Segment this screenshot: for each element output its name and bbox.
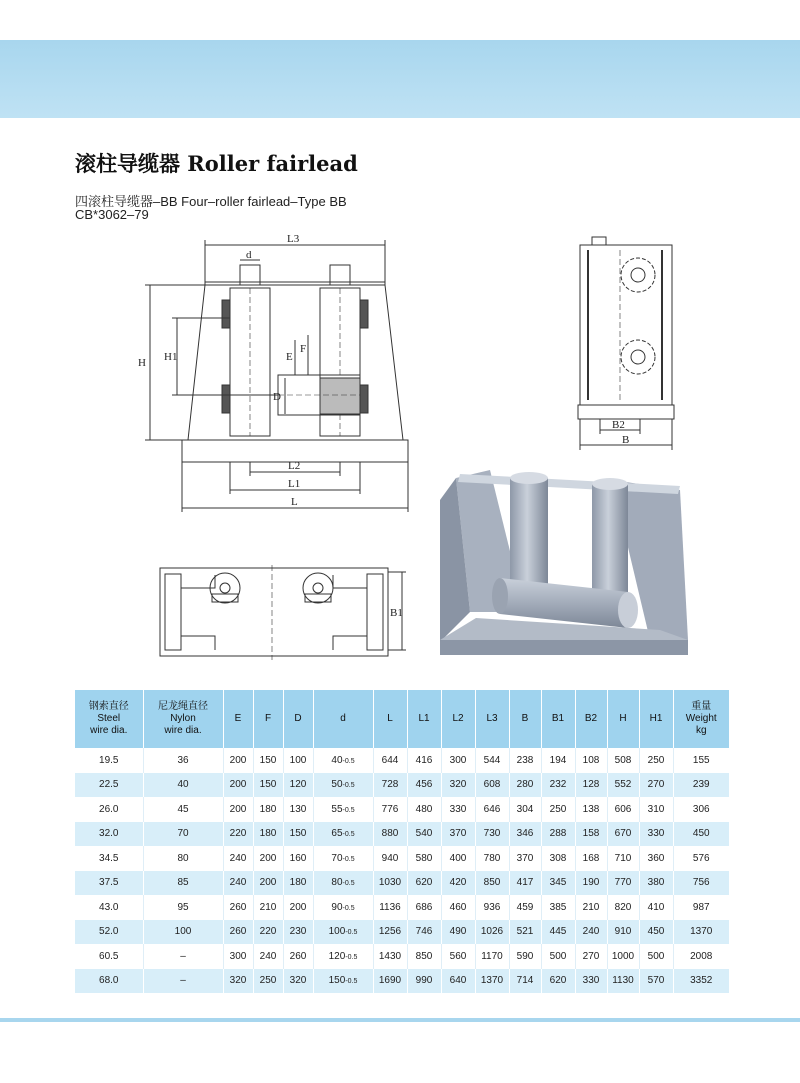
table-header-cell: L2 (441, 690, 475, 748)
table-header-cell: B1 (541, 690, 575, 748)
table-cell: 80 (143, 846, 223, 871)
table-cell: 480 (407, 797, 441, 822)
table-cell: 776 (373, 797, 407, 822)
table-cell: 200 (253, 846, 283, 871)
table-cell: 590 (509, 944, 541, 969)
table-header-cell: 重量 Weight kg (673, 690, 729, 748)
table-cell: 85 (143, 871, 223, 896)
table-cell: 580 (407, 846, 441, 871)
table-cell: 521 (509, 920, 541, 945)
top-outline (160, 568, 388, 656)
table-cell: 1026 (475, 920, 509, 945)
table-cell: 728 (373, 773, 407, 798)
side-view-labels (612, 419, 629, 446)
table-cell: 180 (253, 822, 283, 847)
table-cell: 552 (607, 773, 639, 798)
table-cell: 620 (407, 871, 441, 896)
table-cell: 138 (575, 797, 607, 822)
table-row (75, 895, 729, 920)
tolerance-suffix: -0.5 (342, 831, 355, 839)
label-D: D (273, 391, 281, 403)
table-cell: 417 (509, 871, 541, 896)
table-cell: 150 (253, 773, 283, 798)
table-cell: 670 (607, 822, 639, 847)
table-cell: 1130 (607, 969, 639, 994)
table-cell: 936 (475, 895, 509, 920)
table-cell: 52.0 (75, 920, 143, 945)
table-cell: 239 (673, 773, 729, 798)
table-row (75, 969, 729, 994)
table-cell: 240 (223, 846, 253, 871)
table-cell: 36 (143, 748, 223, 773)
table-cell: 450 (673, 822, 729, 847)
table-header-cell: 尼龙绳直径 Nylon wire dia. (143, 690, 223, 748)
tolerance-suffix: -0.5 (342, 782, 355, 790)
table-cell: 210 (253, 895, 283, 920)
top-view-drawing (160, 565, 406, 660)
product-photo (440, 470, 688, 655)
front-view-labels (138, 233, 306, 508)
table-cell: 100 (143, 920, 223, 945)
table-cell: 560 (441, 944, 475, 969)
table-cell: 370 (441, 822, 475, 847)
table-cell: 459 (509, 895, 541, 920)
table-cell: 240 (253, 944, 283, 969)
table-cell: 150 (283, 822, 313, 847)
table-cell: 346 (509, 822, 541, 847)
table-cell: 300 (441, 748, 475, 773)
table-cell: 570 (639, 969, 673, 994)
label-L: L (291, 496, 298, 508)
table-header-cell: 钢索直径 Steel wire dia. (75, 690, 143, 748)
table-cell: 200 (223, 773, 253, 798)
table-cell: 308 (541, 846, 575, 871)
table-cell: 260 (223, 920, 253, 945)
table-cell: 544 (475, 748, 509, 773)
table-cell: 770 (607, 871, 639, 896)
table-cell: 220 (223, 822, 253, 847)
table-header-cell: L1 (407, 690, 441, 748)
table-cell: 450 (639, 920, 673, 945)
table-cell: 70-0.5 (313, 846, 373, 871)
side-base (578, 405, 674, 419)
table-cell: 360 (639, 846, 673, 871)
tolerance-suffix: -0.5 (342, 904, 355, 912)
table-cell: 210 (575, 895, 607, 920)
table-row (75, 748, 729, 773)
table-cell: 95 (143, 895, 223, 920)
table-cell: 646 (475, 797, 509, 822)
table-cell: 910 (607, 920, 639, 945)
label-B1: B1 (390, 607, 403, 619)
table-cell: 200 (223, 748, 253, 773)
table-cell: 330 (441, 797, 475, 822)
table-cell: 370 (509, 846, 541, 871)
tolerance-suffix: -0.5 (342, 757, 355, 765)
table-cell: 260 (223, 895, 253, 920)
table-cell: 232 (541, 773, 575, 798)
table-cell: 746 (407, 920, 441, 945)
side-housing (580, 245, 672, 405)
table-cell: 500 (639, 944, 673, 969)
table-cell: 80-0.5 (313, 871, 373, 896)
table-cell: 55-0.5 (313, 797, 373, 822)
table-cell: 730 (475, 822, 509, 847)
table-cell: 320 (223, 969, 253, 994)
table-cell: 880 (373, 822, 407, 847)
table-header-cell: B2 (575, 690, 607, 748)
table-cell: 150 (253, 748, 283, 773)
table-cell: 1170 (475, 944, 509, 969)
table-cell: 1370 (475, 969, 509, 994)
label-H: H (138, 357, 146, 369)
table-cell: 1256 (373, 920, 407, 945)
table-cell: 508 (607, 748, 639, 773)
table-cell: 420 (441, 871, 475, 896)
table-header-cell: L (373, 690, 407, 748)
table-cell: 686 (407, 895, 441, 920)
table-cell: 250 (541, 797, 575, 822)
label-L3: L3 (287, 233, 300, 245)
table-cell: 1430 (373, 944, 407, 969)
table-cell: 200 (223, 797, 253, 822)
table-cell: 540 (407, 822, 441, 847)
tolerance-suffix: -0.5 (342, 855, 355, 863)
product-subtitle: 四滚柱导缆器–BB Four–roller fairlead–Type BB (75, 194, 347, 209)
side-view-drawing (578, 237, 674, 450)
table-cell: 345 (541, 871, 575, 896)
table-cell: 576 (673, 846, 729, 871)
table-cell: 200 (253, 871, 283, 896)
table-cell: 230 (283, 920, 313, 945)
table-cell: 260 (283, 944, 313, 969)
table-row (75, 846, 729, 871)
table-header-row (75, 690, 729, 748)
table-cell: – (143, 969, 223, 994)
table-cell: 250 (639, 748, 673, 773)
spec-table (75, 690, 729, 993)
table-body (75, 748, 729, 993)
table-cell: 987 (673, 895, 729, 920)
table-cell: 158 (575, 822, 607, 847)
table-cell: 1370 (673, 920, 729, 945)
tolerance-suffix: -0.5 (342, 806, 355, 814)
table-cell: 2008 (673, 944, 729, 969)
table-cell: 310 (639, 797, 673, 822)
table-cell: 190 (575, 871, 607, 896)
table-cell: 108 (575, 748, 607, 773)
table-cell: 180 (283, 871, 313, 896)
table-cell: 120 (283, 773, 313, 798)
table-cell: 270 (639, 773, 673, 798)
table-header-cell: H1 (639, 690, 673, 748)
table-cell: 300 (223, 944, 253, 969)
label-B2: B2 (612, 419, 625, 431)
table-cell: 100-0.5 (313, 920, 373, 945)
label-L2: L2 (288, 460, 301, 472)
table-cell: 400 (441, 846, 475, 871)
table-cell: 820 (607, 895, 639, 920)
tolerance-suffix: -0.5 (342, 880, 355, 888)
table-header-cell: H (607, 690, 639, 748)
table-cell: 168 (575, 846, 607, 871)
label-L1: L1 (288, 478, 301, 490)
table-cell: 306 (673, 797, 729, 822)
table-cell: 460 (441, 895, 475, 920)
table-cell: 150-0.5 (313, 969, 373, 994)
table-cell: 37.5 (75, 871, 143, 896)
table-cell: 330 (575, 969, 607, 994)
table-cell: 756 (673, 871, 729, 896)
table-cell: 606 (607, 797, 639, 822)
table-cell: 500 (541, 944, 575, 969)
table-header-cell: L3 (475, 690, 509, 748)
tolerance-suffix: -0.5 (345, 978, 358, 986)
label-E: E (286, 351, 293, 363)
table-row (75, 944, 729, 969)
table-cell: 220 (253, 920, 283, 945)
table-cell: 445 (541, 920, 575, 945)
table-cell: 90-0.5 (313, 895, 373, 920)
table-header-cell: D (283, 690, 313, 748)
table-cell: – (143, 944, 223, 969)
table-cell: 120-0.5 (313, 944, 373, 969)
table-cell: 22.5 (75, 773, 143, 798)
footer-band (0, 1018, 800, 1022)
top-view-labels (390, 607, 403, 619)
table-cell: 1000 (607, 944, 639, 969)
page-title: 滚柱导缆器 Roller fairlead (75, 151, 358, 176)
table-cell: 1030 (373, 871, 407, 896)
table-cell: 940 (373, 846, 407, 871)
table-cell: 640 (441, 969, 475, 994)
table-cell: 40 (143, 773, 223, 798)
tolerance-suffix: -0.5 (345, 953, 358, 961)
table-cell: 410 (639, 895, 673, 920)
table-header-cell: E (223, 690, 253, 748)
table-cell: 68.0 (75, 969, 143, 994)
table-cell: 240 (575, 920, 607, 945)
table-cell: 608 (475, 773, 509, 798)
table-cell: 990 (407, 969, 441, 994)
table-cell: 60.5 (75, 944, 143, 969)
label-d: d (246, 249, 252, 261)
table-cell: 385 (541, 895, 575, 920)
table-cell: 490 (441, 920, 475, 945)
table-cell: 288 (541, 822, 575, 847)
table-cell: 304 (509, 797, 541, 822)
table-cell: 240 (223, 871, 253, 896)
table-cell: 160 (283, 846, 313, 871)
front-base (182, 440, 408, 462)
table-row (75, 773, 729, 798)
front-view-drawing (145, 240, 408, 512)
label-F: F (300, 343, 307, 355)
table-cell: 194 (541, 748, 575, 773)
table-cell: 380 (639, 871, 673, 896)
table-cell: 128 (575, 773, 607, 798)
table-cell: 43.0 (75, 895, 143, 920)
label-B: B (622, 434, 630, 446)
label-H1: H1 (164, 351, 178, 363)
table-header-cell: d (313, 690, 373, 748)
table-cell: 320 (441, 773, 475, 798)
table-cell: 714 (509, 969, 541, 994)
table-cell: 270 (575, 944, 607, 969)
table-cell: 34.5 (75, 846, 143, 871)
table-cell: 780 (475, 846, 509, 871)
table-cell: 40-0.5 (313, 748, 373, 773)
table-cell: 456 (407, 773, 441, 798)
table-cell: 200 (283, 895, 313, 920)
table-cell: 65-0.5 (313, 822, 373, 847)
table-row (75, 822, 729, 847)
table-cell: 280 (509, 773, 541, 798)
table-cell: 180 (253, 797, 283, 822)
table-cell: 416 (407, 748, 441, 773)
table-header-cell: B (509, 690, 541, 748)
table-cell: 45 (143, 797, 223, 822)
table-cell: 130 (283, 797, 313, 822)
table-row (75, 920, 729, 945)
table-cell: 100 (283, 748, 313, 773)
table-cell: 50-0.5 (313, 773, 373, 798)
table-cell: 155 (673, 748, 729, 773)
table-cell: 850 (407, 944, 441, 969)
standard-code: CB*3062–79 (75, 207, 149, 222)
table-cell: 850 (475, 871, 509, 896)
table-cell: 26.0 (75, 797, 143, 822)
table-row (75, 871, 729, 896)
table-cell: 32.0 (75, 822, 143, 847)
table-cell: 19.5 (75, 748, 143, 773)
table-cell: 1690 (373, 969, 407, 994)
tolerance-suffix: -0.5 (345, 929, 358, 937)
table-header-cell: F (253, 690, 283, 748)
table-cell: 330 (639, 822, 673, 847)
table-cell: 320 (283, 969, 313, 994)
table-cell: 70 (143, 822, 223, 847)
table-cell: 710 (607, 846, 639, 871)
table-row (75, 797, 729, 822)
table-cell: 250 (253, 969, 283, 994)
table-cell: 1136 (373, 895, 407, 920)
table-cell: 3352 (673, 969, 729, 994)
table-cell: 238 (509, 748, 541, 773)
table-cell: 620 (541, 969, 575, 994)
table-cell: 644 (373, 748, 407, 773)
